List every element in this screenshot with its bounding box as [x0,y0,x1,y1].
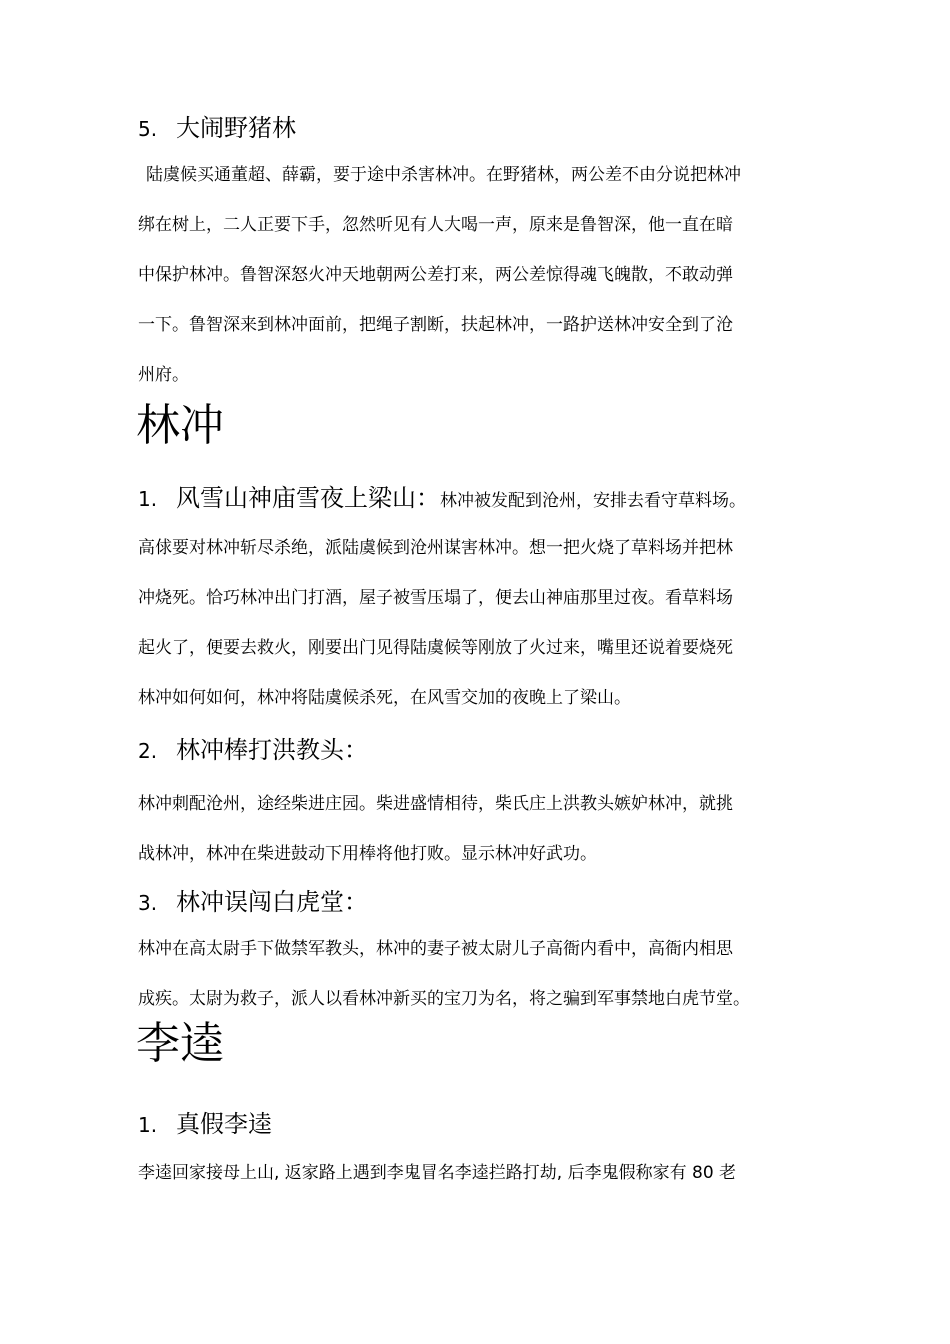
item-number: 2. [138,739,158,763]
item-heading-baihutang [138,886,368,919]
item-number: 5. [138,117,158,141]
paragraph-line: 起火了，便要去救火，刚要出门见得陆虞候等刚放了火过来，嘴里还说着要烧死 [138,638,733,658]
paragraph-line: 绑在树上，二人正要下手，忽然听见有人大喝一声，原来是鲁智深，他一直在暗 [138,215,733,235]
item-heading-fengxue [138,482,746,517]
paragraph-line: 陆虞候买通董超、薛霸，要于途中杀害林冲。在野猪林，两公差不由分说把林冲 [146,165,741,185]
section-heading-yezhulin [138,112,296,145]
item-title: 林冲误闯白虎堂： [176,888,368,916]
item-title: 风雪山神庙雪夜上梁山： [176,484,440,512]
item-inline-text: 林冲被发配到沧州，安排去看守草料场。 [440,491,746,511]
paragraph-line: 中保护林冲。鲁智深怒火冲天地朝两公差打来，两公差惊得魂飞魄散，不敢动弹 [138,265,733,285]
paragraph-baihutang [138,924,828,1024]
item-number: 3. [138,891,158,915]
item-number: 1. [138,1113,158,1137]
paragraph-line: 高俅要对林冲斩尽杀绝，派陆虞候到沧州谋害林冲。想一把火烧了草料场并把林 [138,538,733,558]
paragraph-line: 战林冲，林冲在柴进鼓动下用棒将他打败。显示林冲好武功。 [138,844,597,864]
paragraph-line: 李逵回家接母上山, 返家路上遇到李鬼冒名李逵拦路打劫, 后李鬼假称家有 80 老 [138,1163,737,1183]
item-title: 真假李逵 [176,1110,272,1138]
item-heading-bangda [138,734,368,767]
paragraph-yezhulin-cont [138,200,828,400]
paragraph-line: 林冲刺配沧州，途经柴进庄园。柴进盛情相待，柴氏庄上洪教头嫉妒林冲，就挑 [138,794,733,814]
paragraph-line: 林冲在高太尉手下做禁军教头，林冲的妻子被太尉儿子高衙内看中，高衙内相思 [138,939,733,959]
paragraph-line: 州府。 [138,365,189,385]
chapter-heading-linchong: 林冲 [136,400,224,451]
chapter-heading-likui: 李逵 [136,1018,224,1069]
paragraph-line: 一下。鲁智深来到林冲面前，把绳子割断，扶起林冲，一路护送林冲安全到了沧 [138,315,733,335]
item-title: 林冲棒打洪教头： [176,736,368,764]
paragraph-line: 成疾。太尉为救子，派人以看林冲新买的宝刀为名，将之骗到军事禁地白虎节堂。 [138,989,750,1009]
paragraph-yezhulin [146,150,836,200]
paragraph-fengxue [138,523,828,723]
item-number: 1. [138,487,158,511]
paragraph-line: 林冲如何如何，林冲将陆虞候杀死，在风雪交加的夜晚上了梁山。 [138,688,631,708]
paragraph-zhenjia [138,1148,828,1198]
item-heading-zhenjia [138,1108,272,1141]
paragraph-line: 冲烧死。恰巧林冲出门打酒，屋子被雪压塌了，便去山神庙那里过夜。看草料场 [138,588,733,608]
item-title: 大闹野猪林 [176,114,296,142]
paragraph-bangda [138,779,828,879]
